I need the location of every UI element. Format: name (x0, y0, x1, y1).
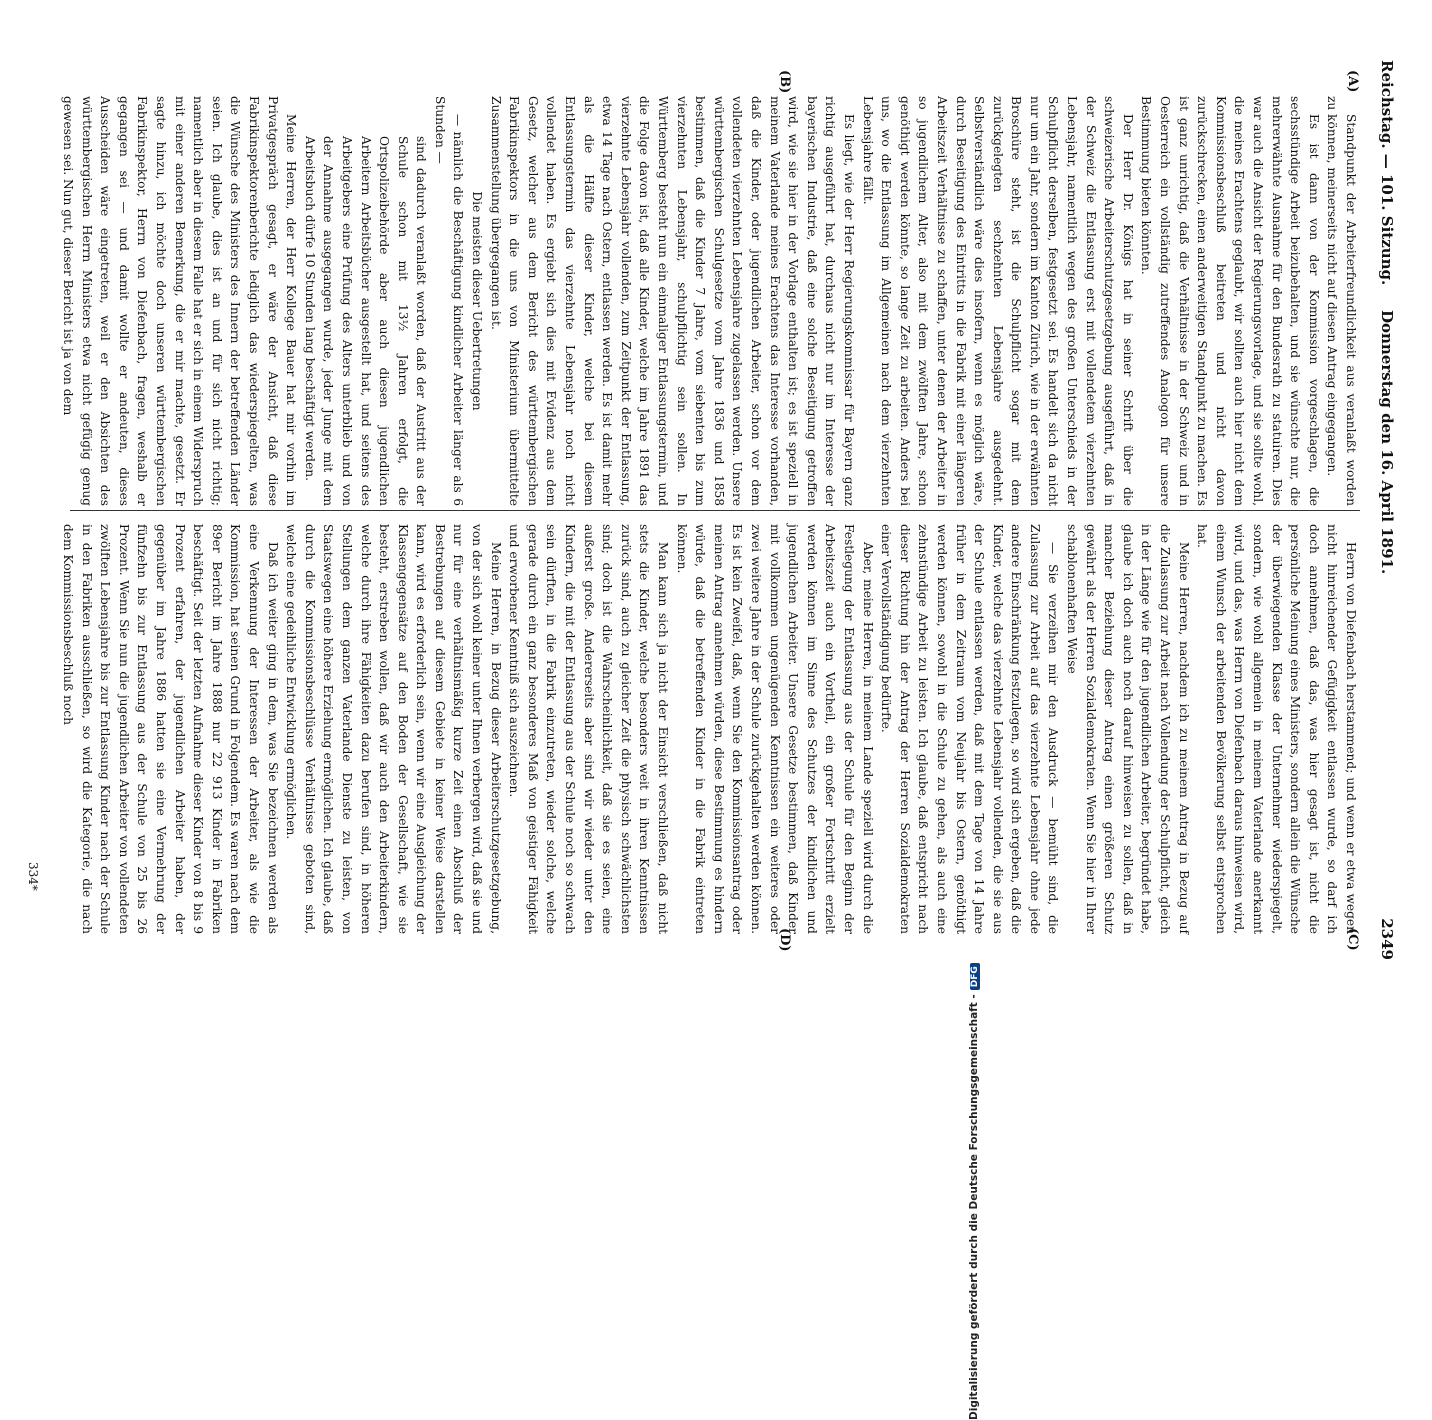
paragraph: Herrn von Diefenbach herstammend; und wenn er etwa wegen nicht hinreichender Gefügigkeit entlassen wurde, so darf ich doch annehmen, daß das, was hier gesagt ist, nicht die persönliche Meinung eines Ministers, sondern allein die Wünsche der überwiegenden Klasse der Unternehmer wiederspiegelt, sondern, wie wohl allgemein in meinem Vaterlande anerkannt wird, und das, was Herrn von Diefenbach daraus hinweisen wird, einem Wunsch der arbeitenden Bevölkerung selbst entsprochen hat. (1195, 524, 1358, 934)
paragraph: Der Herr Dr. Königs hat in seiner Schrift über die schweizerische Arbeiterschutzgesetzgebung ausgeführt, daß in der Schweiz die Entlassung erst mit vollendetem vierzehnten Lebensjahr, namentlich wegen des großen Unterschieds in der Schulpflicht derselben, festgesetzt sei. Es handelt sich da nicht nur um ein Jahr, sondern im Kanton Zürich, wie in der erwähnten Broschüre steht, ist die Schulpflicht sogar mit dem zurückgelegten sechzehnten Lebensjahre ausgedehnt. Selbstverständlich wäre dies insofern, wenn es möglich wäre, durch Beseitigung des Eintritts in die Fabrik mit einer längeren Arbeitszeit Verhältnisse zu schaffen, unter denen der Arbeiter in so jugendlichem Alter, also mit dem zwölften Jahre, schon genöthigt werden könnte, so lange Zeit zu arbeiten. Anders bei uns, wo die Entlassung im Allgemeinen nach dem vierzehnten Lebensjahre fällt. (860, 96, 1135, 506)
column-divider (70, 510, 1360, 511)
paragraph: Meine Herren, nachdem ich zu meinem Antrag in Bezug auf die Zulassung zur Arbeit nach Vollendung der Schulpflicht, gleich in der Länge wie für den jugendlichen Arbeiter, begründet habe, glaube ich doch auch noch darauf hinweisen zu sollen, daß in mancher Beziehung dieser Antrag einen größeren Schutz gewährt als der Herren Sozialdemokraten. Wenn Sie hier in Ihrer schablonenhaften Weise (1065, 524, 1191, 934)
digitization-note (968, 720, 986, 1420)
margin-marker-d: (D) (777, 928, 792, 952)
page-header (1366, 60, 1396, 960)
paragraph: — nämlich die Beschäftigung kindlicher Arbeiter länger als 6 Stunden — (432, 96, 466, 506)
paragraph: Meine Herren, in Bezug dieser Arbeiterschutzgesetzgebung, von der sich wohl keiner unter Ihnen verbergen wird, daß sie und nur für eine verhältnismäßig kurze Zeit einen Abschluß der Bestrebungen auf diesem Gebiete in keiner Weise darstellen kann, wird es erforderlich sein, wenn wir eine Ausgleichung der Klassengegensätze auf den Boden der Gesellschaft, wie sie besteht, erstreben wollen, daß wir auch den Arbeiterkindern, welche durch ihre Fähigkeiten dazu berufen sind, in höheren Stellungen dem ganzen Vaterlande Dienste zu leisten, von Staatswegen eine höhere Erziehung ermöglichen. Ich glaube, daß durch die Kommissionsbeschlüsse Verhältnisse geboten sind, welche eine gedeihliche Entwicklung ermöglichen. (284, 524, 503, 934)
paragraph: Daß ich weiter ging in dem, was Sie bezeichnen werden als eine Verkennung der Interessen der Arbeiter, als wie die Kommission, hat seinen Grund in Folgendem. Es waren nach dem 89er Bericht im Jahre 1888 nur 22 913 Kinder in Fabriken beschäftigt. Seit der letzten Aufnahme dieser Kinder von 8 bis 9 Prozent erfahren, der jugendlichen Arbeiter haben, der gegenüber im Jahre 1886 hatten sie eine Vermehrung der fünfzehn bis zur Entlassung aus der Schule von 25 bis 26 Prozent. Wenn Sie nun die jugendlichen Arbeiter von vollendeten zwölften Lebensjahre bis zur Entlassung Kinder nach der Schule in den Fabriken ausschließen, so wird die Kategorie, die nach dem Kommissionsbeschluß noch (61, 524, 280, 934)
page-signature: 334* (26, 862, 40, 891)
paragraph: Aber, meine Herren, in meinem Lande speziell wird durch die Festlegung der Entlassung aus der Schule für den Beginn der Arbeitszeit auch ein Vortheil, ein großer Fortschritt erzielt werden können im Sinne des Schutzes der kindlichen und jugendlichen Arbeiter. Unsere Gesetze bestimmen, daß Kinder mit vollkommen ungenügenden Kenntnissen ein weiteres oder zwei weitere Jahre in der Schule zurückgehalten werden können. Es ist kein Zweifel, daß, wenn Sie den Kommissionsantrag oder meinen Antrag annehmen würden, diese Bestimmung es hindern würde, daß die betreffenden Kinder in die Fabrik eintreten können. (674, 524, 875, 934)
page-number: 2349 (1378, 918, 1396, 960)
left-column (61, 96, 1360, 506)
digitization-text: Digitalisierung gefördert durch die Deutsche Forschungsgemeinschaft - (968, 994, 980, 1420)
right-column (61, 524, 1360, 934)
header-date: Donnerstag den 16. April 1891. (1378, 310, 1396, 575)
paragraph: Man kann sich ja nicht der Einsicht verschließen, daß nicht stets die Kinder, welche besonders weit in ihren Kenntnissen zurück sind, auch zu gleicher Zeit die physisch schwächlichsten sind; doch ist die Wahrscheinlichkeit, daß sie es seien, eine außerst große. Andererseits aber sind wir wieder unter den Kindern, die mit der Entlassung aus der Schule noch so schwach sein dürften, in die Fabrik einzutreten, wieder solche, welche gerade durch ein ganz besonderes Maß von geistiger Fähigkeit und erworbener Kenntniß sich auszeichnen. (507, 524, 671, 934)
margin-marker-a: (A) (1345, 70, 1360, 93)
dfg-logo: DFG (970, 963, 980, 990)
paragraph: Die meisten dieser Uebertretungen (470, 191, 485, 411)
paragraph: Es liegt, wie der Herr Regierungskommissar für Bayern ganz richtig ausgeführt hat, durchaus nicht nur im Interesse der bayerischen Industrie, daß eine solche Beseitigung getroffen wird, wie sie hier in der Vorlage enthalten ist; es ist speziell in meinem Vaterlande meines Erachtens das Interesse vorhanden, daß die Kinder, oder jugendlichen Arbeiter, schon vor dem vollendeten vierzehnten Lebensjahre zugelassen werden. Unsere württembergischen Schulgesetze vom Jahre 1836 und 1858 bestimmen, daß die Kinder 7 Jahre, vom siebenten bis zum vierzehnten Lebensjahr, schulpflichtig sein sollen. In Württemberg besteht nun ein einmaliger Entlassungstermin, und die Folge davon ist, daß alle Kinder, welche im Jahre 1891 das vierzehnte Lebensjahr vollenden, zum Zeitpunkt der Entlassung, etwa 14 Tage nach Ostern, entlassen werden. Es ist damit mehr als die Hälfte dieser Kinder, welche bei diesem Entlassungstermin das vierzehnte Lebensjahr noch nicht vollendet haben. Es ergiebt sich dies mit Evidenz aus dem Gesetz, welcher aus dem Bericht des württembergischen Fabrikinspektors in die uns von Ministerium übermittelte Zusammenstellung übergegangen ist. (488, 96, 856, 506)
margin-marker-b: (B) (777, 70, 792, 94)
paragraph: Es ist dann von der Kommission vorgeschlagen, die sechsstündige Arbeit beizubehalten, und sie wünschte nur, die mehrerwähnte Ausnahme für den Bundesrath zu statuiren. Dies war auch die Ansicht der Regierungsvorlage, und sie sollte wohl, die meines Erachtens geglaubt, wir sollten auch hier nicht dem Kommissionsbeschluß beitreten und nicht davon zurückschrecken, einen anderweitigen Standpunkt zu machen. Es ist ganz unrichtig, daß die Verhältnisse in der Schweiz und in Oesterreich ein vollständig zutreffendes Analogon für unsere Bestimmung bieten könnten. (1139, 96, 1321, 506)
paragraph: sind dadurch veranlaßt worden, daß der Austritt aus der Schule schon mit 13½ Jahren erfolgt, die Ortspolizeibehörde aber auch diesen jugendlichen Arbeitern Arbeitsbücher ausgestellt hat, und seitens des Arbeitgebers eine Prüfung des Alters unterblieb und von der Annahme ausgegangen wurde, jeder Junge mit dem Arbeitsbuch dürfe 10 Stunden lang beschäftigt werden. (302, 136, 429, 506)
margin-marker-c: (C) (1345, 928, 1360, 951)
paragraph: Standpunkt der Arbeiterfreundlichkeit aus veranlaßt worden zu können, meinerseits nicht auf diesen Antrag eingegangen. (1325, 96, 1358, 506)
paragraph: Meine Herren, der Herr Kollege Bauer hat mir vorhin im Privatgespräch gesagt, er wäre der Ansicht, daß diese Fabrikinspektorenberichte lediglich das wiederspiegelten, was die Wünsche des Ministers des Innern der betreffenden Länder seien. Ich glaube, dies ist an und für sich nicht richtig; namentlich aber in diesem Falle hat er sich in einem Widerspruch mit einer anderen Bemerkung, die er mir machte, gesetzt. Er sagte hinzu, ich möchte doch unseren württembergischen Fabrikinspektor, Herrn von Diefenbach, fragen, weshalb er gegangen sei — und damit wollte er andeuten, dieses Ausscheiden wäre eingetreten, weil er den Absichten des württembergischen Herrn Ministers etwa nicht gefügig genug gewesen sei. Nun gut, dieser Bericht ist ja von dem (61, 96, 299, 506)
header-left: Reichstag. — 101. Sitzung. (1378, 60, 1396, 286)
paragraph: — Sie verzeihen mir den Ausdruck — bemüht sind, die Zulassung zur Arbeit auf das vierzehnte Lebensjahr ohne jede andere Einschränkung festzulegen, so wird sich ergeben, daß die Kinder, welche das vierzehnte Lebensjahr vollenden, die sie aus der Schule entlassen werden, daß mit dem Tage von 14 Jahre früher in dem Zeitraum vom Neujahr bis Ostern, genöthigt werden können, sowohl in die Schule zu gehen, als auch eine zehnstündige Arbeit zu leisten. Ich glaube, daß entspricht nach dieser Richtung hin der Antrag der Herren Sozialdemokraten einer Vervollständigung bedürfte. (879, 524, 1061, 934)
